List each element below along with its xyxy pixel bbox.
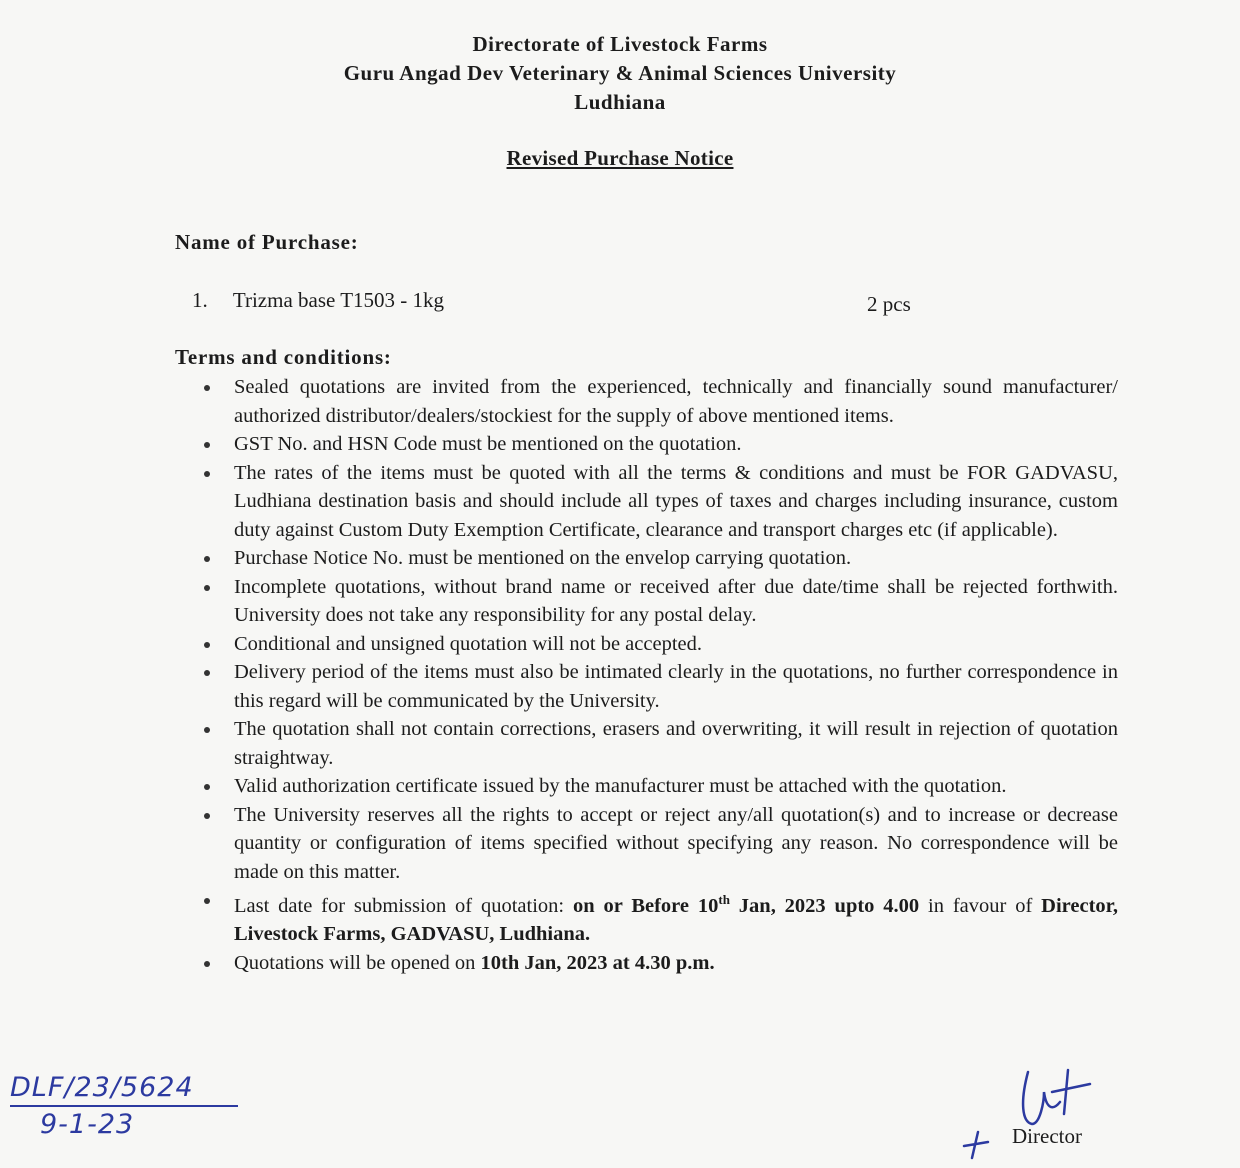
list-item: Valid authorization certificate issued by the manufacturer must be attached with the quotation. [204,772,1118,801]
reference-number: DLF/23/5624 [10,1072,238,1107]
list-item: GST No. and HSN Code must be mentioned on the quotation. [204,430,1118,459]
purchase-item [192,288,932,316]
terms-list [204,373,1118,977]
bullet-icon [204,471,210,477]
city-name: Ludhiana [574,90,666,114]
bullet-icon [204,961,210,967]
director-signature [960,1062,1120,1162]
item-quantity: 2 pcs [867,292,911,316]
opening-date-item: Quotations will be opened on 10th Jan, 2023 at 4.30 p.m. [204,949,1118,978]
signature-label: Director [1012,1124,1082,1148]
document-header [0,30,1240,117]
bullet-icon [204,813,210,819]
university-name: Guru Angad Dev Veterinary & Animal Sciences University [343,61,897,85]
handwritten-reference-stamp [10,1072,238,1140]
bullet-icon [204,727,210,733]
notice-title: Revised Purchase Notice [506,146,734,170]
bullet-icon [204,784,210,790]
bullet-icon [204,385,210,391]
list-item: The rates of the items must be quoted with all the terms & conditions and must be FOR GADVASU, Ludhiana destination basis and should include all types of taxes and charges including insurance, custom duty against Custom Duty Exemption Certificate, clearance and transport charges etc (if applicable). [204,459,1118,545]
purchase-heading: Name of Purchase: [175,230,359,254]
list-item: Purchase Notice No. must be mentioned on the envelop carrying quotation. [204,544,1118,573]
list-item: Conditional and unsigned quotation will not be accepted. [204,630,1118,659]
list-item: Incomplete quotations, without brand name or received after due date/time shall be rejected forthwith. University does not take any responsibility for any postal delay. [204,573,1118,630]
directorate-name: Directorate of Livestock Farms [472,32,768,56]
bullet-icon [204,556,210,562]
list-item: Sealed quotations are invited from the experienced, technically and financially sound manufacturer/ authorized distributor/dealers/stockiest for the supply of above mentioned items. [204,373,1118,430]
list-item: Delivery period of the items must also be intimated clearly in the quotations, no further correspondence in this regard will be communicated by the University. [204,658,1118,715]
bullet-icon [204,670,210,676]
stamp-date: 9-1-23 [40,1109,135,1140]
list-item: The University reserves all the rights to accept or reject any/all quotation(s) and to increase or decrease quantity or configuration of items specified without specifying any reason. No correspondence will be made on this matter. [204,801,1118,887]
terms-heading: Terms and conditions: [175,345,392,369]
item-number: 1. [192,288,208,312]
list-item: The quotation shall not contain corrections, erasers and overwriting, it will result in rejection of quotation straightway. [204,715,1118,772]
bullet-icon [204,442,210,448]
bullet-icon [204,585,210,591]
item-name: Trizma base T1503 - 1kg [232,288,445,312]
last-date-item: Last date for submission of quotation: on or Before 10th Jan, 2023 upto 4.00 in favour of Director, Livestock Farms, GADVASU, Ludhiana. [204,886,1118,949]
bullet-icon [204,898,210,904]
bullet-icon [204,642,210,648]
